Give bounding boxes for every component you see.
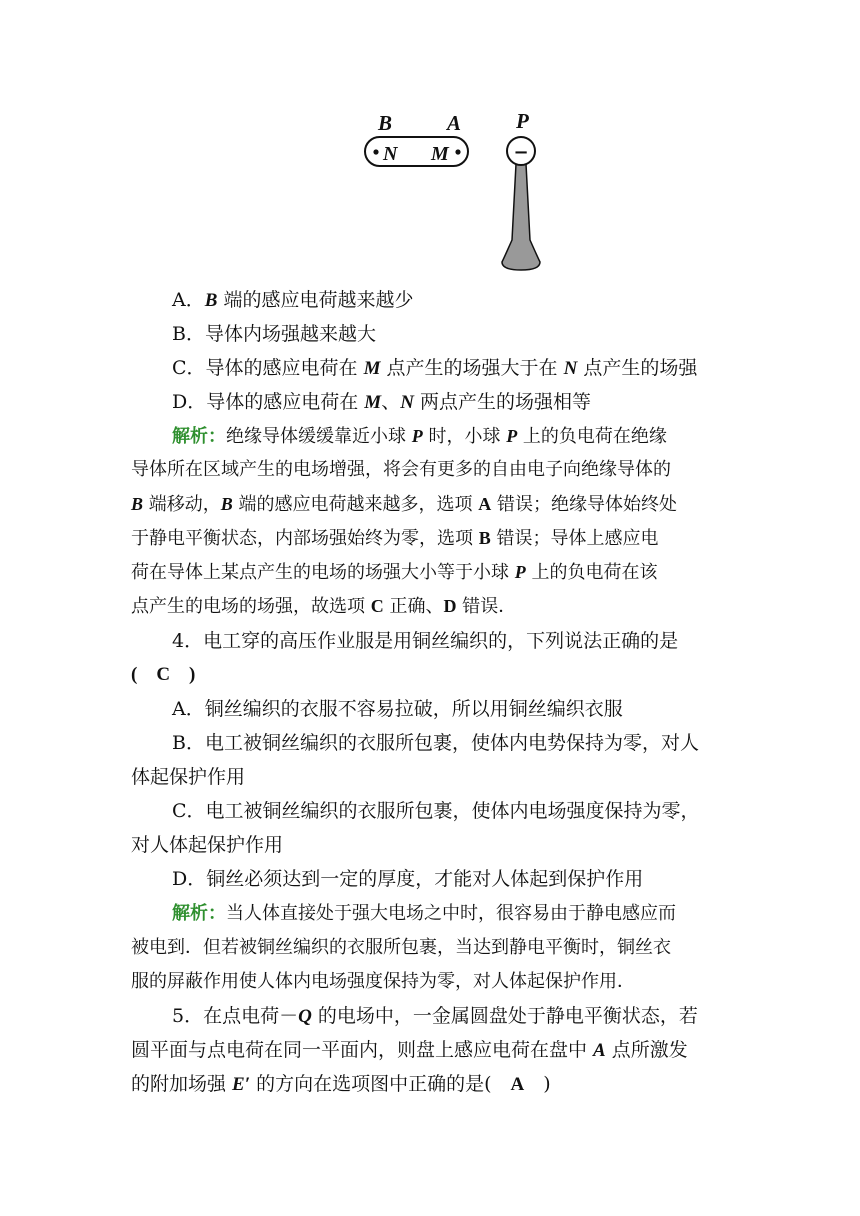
option-c-pre: C．导体的感应电荷在 <box>172 357 364 379</box>
q4-option-c-text: C．电工被铜丝编织的衣服所包裹，使体内电场强度保持为零， <box>172 800 700 822</box>
q5-text: 的电场中，一金属圆盘处于静电平衡状态，若 <box>311 1005 698 1027</box>
q4-option-a <box>172 695 623 723</box>
label-p: P <box>516 109 529 133</box>
option-c-v2: N <box>563 358 578 379</box>
stand-pole <box>502 164 540 270</box>
q4-analysis-line-3 <box>131 968 635 996</box>
option-d-v1: M <box>364 392 382 413</box>
option-b-text: B．导体内场强越来越大 <box>172 323 376 345</box>
analysis-text: 导体所在区域产生的电场增强，将会有更多的自由电子向绝缘导体的 <box>131 459 671 480</box>
q4-option-a-text: A．铜丝编织的衣服不容易拉破，所以用铜丝编织衣服 <box>172 698 623 720</box>
q3-analysis-line-2 <box>131 456 671 484</box>
point-n-dot <box>373 149 378 154</box>
option-a-text: 端的感应电荷越来越少 <box>217 289 414 311</box>
option-d-post: 两点产生的场强相等 <box>413 391 591 413</box>
q5-text: 的附加场强 <box>131 1073 233 1095</box>
q4-option-d-text: D．铜丝必须达到一定的厚度，才能对人体起到保护作用 <box>172 868 644 890</box>
q5-text: 点所激发 <box>605 1039 688 1061</box>
q4-option-c-text: 对人体起保护作用 <box>131 834 284 856</box>
q4-option-b-text: B．电工被铜丝编织的衣服所包裹，使体内电势保持为零，对人 <box>172 732 699 754</box>
option-c-v1: M <box>363 358 381 379</box>
option-d-v2: N <box>400 392 414 413</box>
analysis-text: 端移动， <box>143 494 221 515</box>
q5-var: A <box>593 1040 606 1061</box>
q5-line-3 <box>131 1070 551 1099</box>
q3-option-b <box>172 320 376 348</box>
q4-analysis-line-1 <box>172 900 676 928</box>
analysis-text: 上的负电荷在绝缘 <box>517 426 667 447</box>
q4-option-c-line-2 <box>131 831 283 859</box>
q4-option-b-line-2 <box>131 763 245 791</box>
q5-var: Q <box>298 1006 312 1027</box>
analysis-text: 被电到．但若被铜丝编织的衣服所包裹，当达到静电平衡时，铜丝衣 <box>131 937 671 958</box>
option-a-prefix: A． <box>172 289 205 311</box>
analysis-var: B <box>131 494 144 514</box>
analysis-text: 错误；绝缘导体始终处 <box>491 494 677 515</box>
analysis-option: A <box>478 494 492 514</box>
analysis-text: 当人体直接处于强大电场之中时，很容易由于静电感应而 <box>226 903 676 924</box>
q5-var: E′ <box>232 1074 251 1095</box>
q4-option-b-line-1 <box>172 729 699 757</box>
q3-option-c <box>172 354 697 383</box>
analysis-text: 时，小球 <box>422 426 507 447</box>
q3-option-d <box>172 388 591 417</box>
q4-option-b-text: 体起保护作用 <box>131 766 246 788</box>
analysis-label: 解析： <box>172 903 226 924</box>
q4-option-d <box>172 865 643 893</box>
point-m-dot <box>455 149 460 154</box>
q3-analysis-line-6 <box>131 592 516 621</box>
q4-option-c-line-1 <box>172 797 700 825</box>
ball-minus-sign: − <box>513 142 529 163</box>
analysis-option: D <box>443 596 457 616</box>
analysis-text: 错误． <box>456 596 517 617</box>
analysis-text: 荷在导体上某点产生的电场的场强大小等于小球 <box>131 562 515 583</box>
q3-analysis-line-1 <box>172 422 667 451</box>
label-a: A <box>447 111 462 135</box>
q5-text: 的方向在选项图中正确的是( <box>250 1073 511 1095</box>
analysis-option: C <box>370 596 384 616</box>
q3-analysis-line-3 <box>131 490 677 519</box>
q5-text: 5．在点电荷－ <box>172 1005 299 1027</box>
q5-text: 圆平面与点电荷在同一平面内，则盘上感应电荷在盘中 <box>131 1039 594 1061</box>
label-m: M <box>431 143 449 165</box>
analysis-text: 正确、 <box>383 596 444 617</box>
analysis-var: P <box>506 426 518 446</box>
option-d-mid: 、 <box>381 391 401 413</box>
analysis-text: 点产生的电场的场强，故选项 <box>131 596 371 617</box>
q5-answer: A <box>510 1074 525 1095</box>
analysis-text: 错误；导体上感应电 <box>490 528 659 549</box>
analysis-var: P <box>411 426 423 446</box>
analysis-text: 绝缘导体缓缓靠近小球 <box>226 426 412 447</box>
analysis-label: 解析： <box>172 426 226 447</box>
analysis-text: 上的负电荷在该 <box>525 562 658 583</box>
analysis-var: P <box>514 562 526 582</box>
analysis-text: 服的屏蔽作用使人体内电场强度保持为零，对人体起保护作用． <box>131 971 635 992</box>
option-c-mid: 点产生的场强大于在 <box>380 357 564 379</box>
analysis-var: B <box>220 494 233 514</box>
analysis-text: 端的感应电荷越来越多，选项 <box>232 494 479 515</box>
label-b: B <box>378 111 393 135</box>
q5-line-2 <box>131 1036 688 1065</box>
conductor-figure <box>0 0 860 290</box>
option-c-post: 点产生的场强 <box>577 357 698 379</box>
label-n: N <box>383 143 398 165</box>
q3-analysis-line-5 <box>131 558 657 587</box>
analysis-option: B <box>478 528 491 548</box>
q4-analysis-line-2 <box>131 934 671 962</box>
q4-stem-text: 4．电工穿的高压作业服是用铜丝编织的，下列说法正确的是 <box>172 630 679 652</box>
q3-option-a <box>172 286 413 315</box>
q4-answer <box>131 661 195 689</box>
q4-stem <box>172 627 678 655</box>
q3-analysis-line-4 <box>131 524 658 553</box>
q4-answer-text: ( C ) <box>131 664 196 685</box>
option-a-var: B <box>204 290 218 311</box>
option-d-pre: D．导体的感应电荷在 <box>172 391 365 413</box>
q5-line-1 <box>172 1002 698 1031</box>
analysis-text: 于静电平衡状态，内部场强始终为零，选项 <box>131 528 479 549</box>
q5-text: ) <box>524 1073 551 1095</box>
insulated-conductor <box>365 137 468 166</box>
